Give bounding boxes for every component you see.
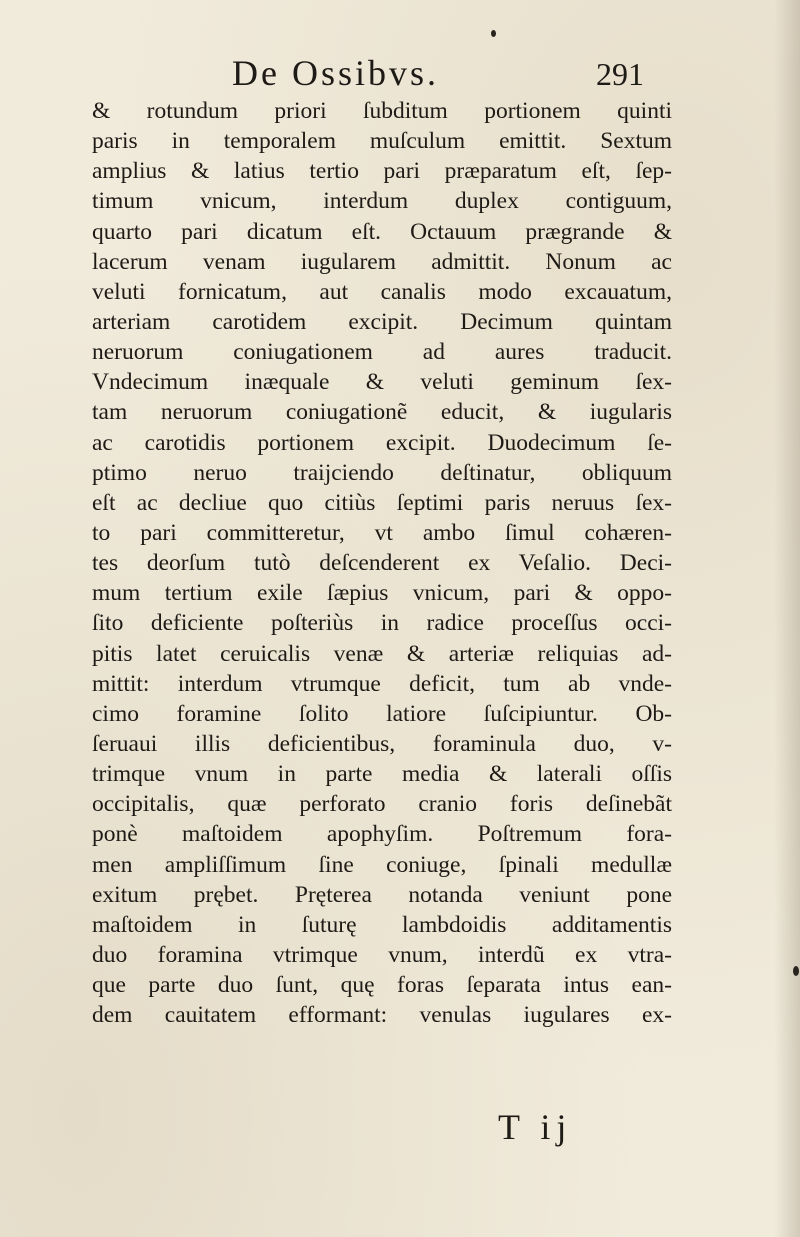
text-line: ac carotidis portionem excipit. Duodecimum ſe- (92, 429, 672, 456)
text-line: quarto pari dicatum eſt. Octauum prægrande & (92, 218, 672, 245)
text-line: & rotundum priori ſubditum portionem quinti (92, 98, 672, 124)
text-line: neruorum coniugationem ad aures traducit. (92, 339, 672, 366)
text-line: tam neruorum coniugationẽ educit, & iugularis (92, 399, 672, 426)
text-line: cimo foramine ſolito latiore ſuſcipiuntur. Ob- (92, 700, 672, 727)
text-line: occipitalis, quæ perforato cranio foris deſinebãt (92, 791, 672, 818)
text-line: mum tertium exile ſæpius vnicum, pari & oppo- (92, 580, 672, 607)
text-line: arteriam carotidem excipit. Decimum quintam (92, 308, 672, 335)
signature-mark: T ij (498, 1107, 573, 1147)
text-line: ptimo neruo traijciendo deſtinatur, obliquum (92, 459, 672, 486)
text-line: trimque vnum in parte media & laterali oſſis (92, 761, 672, 788)
text-line: tes deorſum tutò deſcenderent ex Veſalio. Deci- (92, 550, 672, 577)
text-line: lacerum venam iugularem admittit. Nonum ac (92, 248, 672, 275)
text-line: ſeruaui illis deficientibus, foraminula duo, v- (92, 730, 672, 757)
text-line: mittit: interdum vtrumque deficit, tum ab vnde- (92, 670, 672, 697)
text-line: to pari committeretur, vt ambo ſimul cohæren- (92, 519, 672, 546)
text-line: pitis latet ceruicalis venæ & arteriæ reliquias ad- (92, 640, 672, 667)
page-number: 291 (596, 56, 644, 92)
text-line: duo foramina vtrimque vnum, interdũ ex vtra- (92, 941, 672, 968)
text-line: eſt ac decliue quo citiùs ſeptimi paris neruus ſex- (92, 489, 672, 516)
text-line: men ampliſſimum ſine coniuge, ſpinali medullæ (92, 851, 672, 878)
text-line: Vndecimum inæquale & veluti geminum ſex- (92, 369, 672, 396)
text-line: paris in temporalem muſculum emittit. Sextum (92, 128, 672, 155)
text-line: veluti fornicatum, aut canalis modo excauatum, (92, 278, 672, 305)
body-text (92, 96, 672, 1030)
running-title: De Ossibvs. (232, 53, 440, 93)
text-line: ſito deficiente poſteriùs in radice proceſſus occi- (92, 610, 672, 637)
text-line: ponè maſtoidem apophyſim. Poſtremum fora- (92, 821, 672, 848)
text-line: timum vnicum, interdum duplex contiguum, (92, 188, 672, 215)
text-line: maſtoidem in ſuturę lambdoidis additamentis (92, 911, 672, 938)
ink-speck (793, 966, 799, 976)
text-line: amplius & latius tertio pari præparatum eſt, ſep- (92, 158, 672, 185)
page-edge-shadow (774, 0, 800, 1237)
page-header (0, 52, 800, 100)
text-line: que parte duo ſunt, quę foras ſeparata intus ean- (92, 972, 672, 999)
text-line: exitum prębet. Prętereа notanda veniunt pone (92, 881, 672, 908)
ink-speck (491, 30, 496, 37)
text-line: dem cauitatem efformant: venulas iugulares ex- (92, 1002, 672, 1029)
